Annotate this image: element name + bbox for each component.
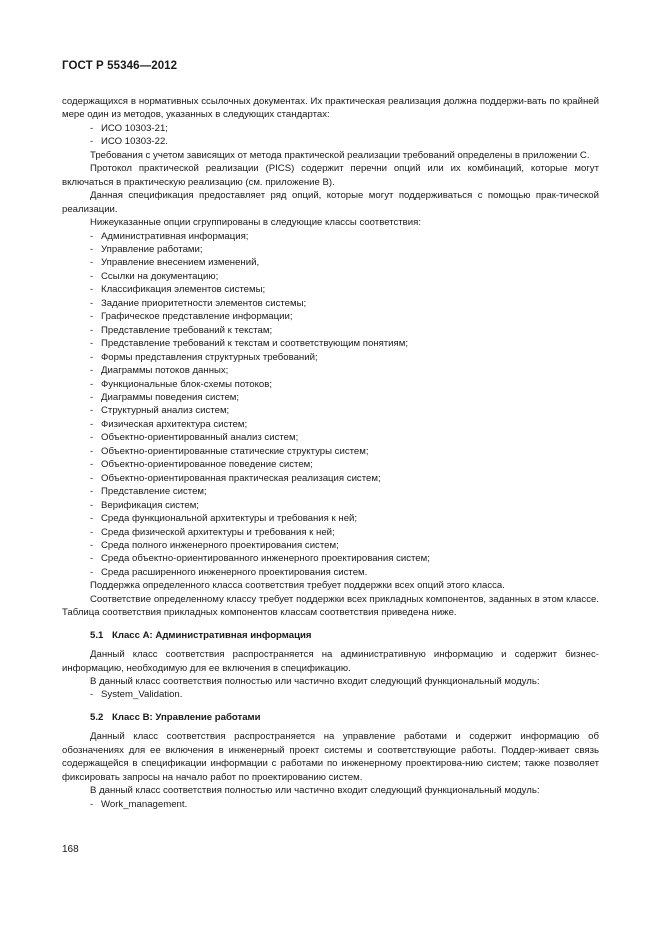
dash-bullet: - <box>90 798 94 810</box>
dash-bullet: - <box>90 338 94 350</box>
list-item-text: Функциональные блок-схемы потоков; <box>101 378 273 390</box>
list-item-text: Объектно-ориентированная практическая реализация систем; <box>101 472 381 484</box>
list-item-text: Графическое представление информации; <box>101 311 293 323</box>
dash-bullet: - <box>90 566 94 578</box>
dash-bullet: - <box>90 243 94 255</box>
list-item <box>62 485 599 498</box>
dash-bullet: - <box>90 689 94 701</box>
list-item-text: Диаграммы потоков данных; <box>101 365 229 377</box>
dash-bullet: - <box>90 257 94 269</box>
dash-bullet: - <box>90 418 94 430</box>
standards-list <box>62 122 599 149</box>
paragraph-specification: Данная спецификация предоставляет ряд опций, которые могут поддерживаться с помощью прак-тической реализации. <box>62 190 599 215</box>
dash-bullet: - <box>90 539 94 551</box>
paragraph-conformance: Соответствие определенному классу требует поддержки всех прикладных компонентов, заданных в этом классе. Таблица соответствия прикладных компонентов классам соответствия приведена ниже. <box>62 593 599 619</box>
list-item-text: Задание приоритетности элементов системы; <box>101 297 307 309</box>
list-item-text: Верификация систем; <box>101 499 199 511</box>
dash-bullet: - <box>90 445 94 457</box>
page-number: 168 <box>62 844 79 855</box>
list-item-text: Среда расширенного инженерного проектирования систем. <box>101 566 368 578</box>
list-item <box>62 297 599 310</box>
list-item <box>62 310 599 323</box>
list-item <box>62 230 599 243</box>
list-item <box>62 499 599 512</box>
dash-bullet: - <box>90 499 94 511</box>
list-item <box>62 458 599 471</box>
dash-bullet: - <box>90 486 94 498</box>
module-name: Work_management. <box>101 798 188 810</box>
dash-bullet: - <box>90 136 94 148</box>
section-a-paragraph: Данный класс соответствия распространяется на административную информацию и содержит бизнес-информацию, необходимую для ее включения в спецификацию. <box>62 649 599 674</box>
list-item-text: Диаграммы поведения систем; <box>101 391 240 403</box>
document-header: ГОСТ Р 55346—2012 <box>62 60 178 72</box>
dash-bullet: - <box>90 122 94 134</box>
list-item <box>62 256 599 269</box>
dash-bullet: - <box>90 526 94 538</box>
list-item <box>62 472 599 485</box>
list-item-text: Объектно-ориентированные статические структуры систем; <box>101 445 369 457</box>
list-item <box>62 431 599 444</box>
dash-bullet: - <box>90 351 94 363</box>
dash-bullet: - <box>90 324 94 336</box>
list-item <box>62 418 599 431</box>
list-item-text: Физическая архитектура систем; <box>101 418 248 430</box>
document-body <box>62 95 599 811</box>
list-item <box>62 391 599 404</box>
dash-bullet: - <box>90 378 94 390</box>
list-item <box>62 566 599 579</box>
list-item <box>62 135 599 148</box>
dash-bullet: - <box>90 405 94 417</box>
list-item <box>62 351 599 364</box>
dash-bullet: - <box>90 311 94 323</box>
list-item <box>62 337 599 350</box>
section-heading-5-2 <box>62 711 599 724</box>
list-item-text: Формы представления структурных требований; <box>101 351 318 363</box>
dash-bullet: - <box>90 513 94 525</box>
paragraph-requirements: Требования с учетом зависящих от метода практической реализации требований определены в приложении С. <box>90 149 590 161</box>
section-a-module-intro: В данный класс соответствия полностью или частично входит следующий функциональный модуль: <box>90 676 540 688</box>
list-item-text: Представление требований к текстам и соответствующим понятиям; <box>101 338 408 350</box>
dash-bullet: - <box>90 459 94 471</box>
list-item <box>62 324 599 337</box>
list-item <box>62 364 599 377</box>
list-item <box>62 378 599 391</box>
list-item-text: Объектно-ориентированный анализ систем; <box>101 432 299 444</box>
section-heading-5-1 <box>62 629 599 642</box>
list-item <box>62 122 599 135</box>
dash-bullet: - <box>90 270 94 282</box>
list-item <box>62 798 599 811</box>
list-item-text: Представление систем; <box>101 486 207 498</box>
section-title: Класс В: Управление работами <box>112 711 261 723</box>
list-item-text: Структурный анализ систем; <box>101 405 230 417</box>
dash-bullet: - <box>90 391 94 403</box>
section-b-paragraph: Данный класс соответствия распространяется на управление работами и содержит информацию об обозначениях для ее включения в инженерный проект системы и соответствующие работы. Поддер-живает связь содержащейся в спецификации информации с работами по инженерному проектирова-нию систем; также позволяет фиксировать запросы на начало работ по проектированию систем. <box>62 731 599 783</box>
dash-bullet: - <box>90 432 94 444</box>
list-item-text: Ссылки на документацию; <box>101 270 219 282</box>
list-item <box>62 552 599 565</box>
list-item-text: ИСО 10303-22. <box>101 136 168 148</box>
conformance-classes-list <box>62 230 599 580</box>
dash-bullet: - <box>90 553 94 565</box>
paragraph-classes-intro: Нижеуказанные опции сгруппированы в следующие классы соответствия: <box>90 217 422 229</box>
list-item <box>62 243 599 256</box>
list-item <box>62 270 599 283</box>
list-item-text: Классификация элементов системы; <box>101 284 266 296</box>
list-item-text: Среда функциональной архитектуры и требования к ней; <box>101 513 358 525</box>
list-item-text: Управление работами; <box>101 243 203 255</box>
list-item-text: Административная информация; <box>101 230 249 242</box>
dash-bullet: - <box>90 472 94 484</box>
paragraph-support-class: Поддержка определенного класса соответствия требует поддержки всех опций этого класса. <box>90 580 505 592</box>
section-number: 5.2 <box>90 711 104 723</box>
dash-bullet: - <box>90 284 94 296</box>
list-item <box>62 688 599 701</box>
dash-bullet: - <box>90 230 94 242</box>
module-name: System_Validation. <box>101 689 183 701</box>
section-b-module-intro: В данный класс соответствия полностью или частично входит следующий функциональный модуль: <box>90 785 540 797</box>
list-item-text: ИСО 10303-21; <box>101 122 168 134</box>
dash-bullet: - <box>90 365 94 377</box>
paragraph-continued: содержащихся в нормативных ссылочных документах. Их практическая реализация должна поддержи-вать по крайней мере один из методов, указанных в следующих стандартах: <box>62 96 599 121</box>
list-item-text: Объектно-ориентированное поведение систем; <box>101 459 313 471</box>
paragraph-pics: Протокол практической реализации (PICS) содержит перечни опций или их комбинаций, которые могут включаться в практическую реализацию (см. приложение В). <box>62 163 599 188</box>
list-item <box>62 445 599 458</box>
list-item <box>62 526 599 539</box>
list-item-text: Представление требований к текстам; <box>101 324 273 336</box>
list-item <box>62 539 599 552</box>
list-item <box>62 512 599 525</box>
list-item-text: Управление внесением изменений, <box>101 257 260 269</box>
list-item-text: Среда полного инженерного проектирования систем; <box>101 539 339 551</box>
dash-bullet: - <box>90 297 94 309</box>
list-item <box>62 404 599 417</box>
section-number: 5.1 <box>90 629 104 641</box>
list-item <box>62 283 599 296</box>
list-item-text: Среда объектно-ориентированного инженерного проектирования систем; <box>101 553 430 565</box>
section-title: Класс А: Административная информация <box>112 629 312 641</box>
list-item-text: Среда физической архитектуры и требования к ней; <box>101 526 335 538</box>
